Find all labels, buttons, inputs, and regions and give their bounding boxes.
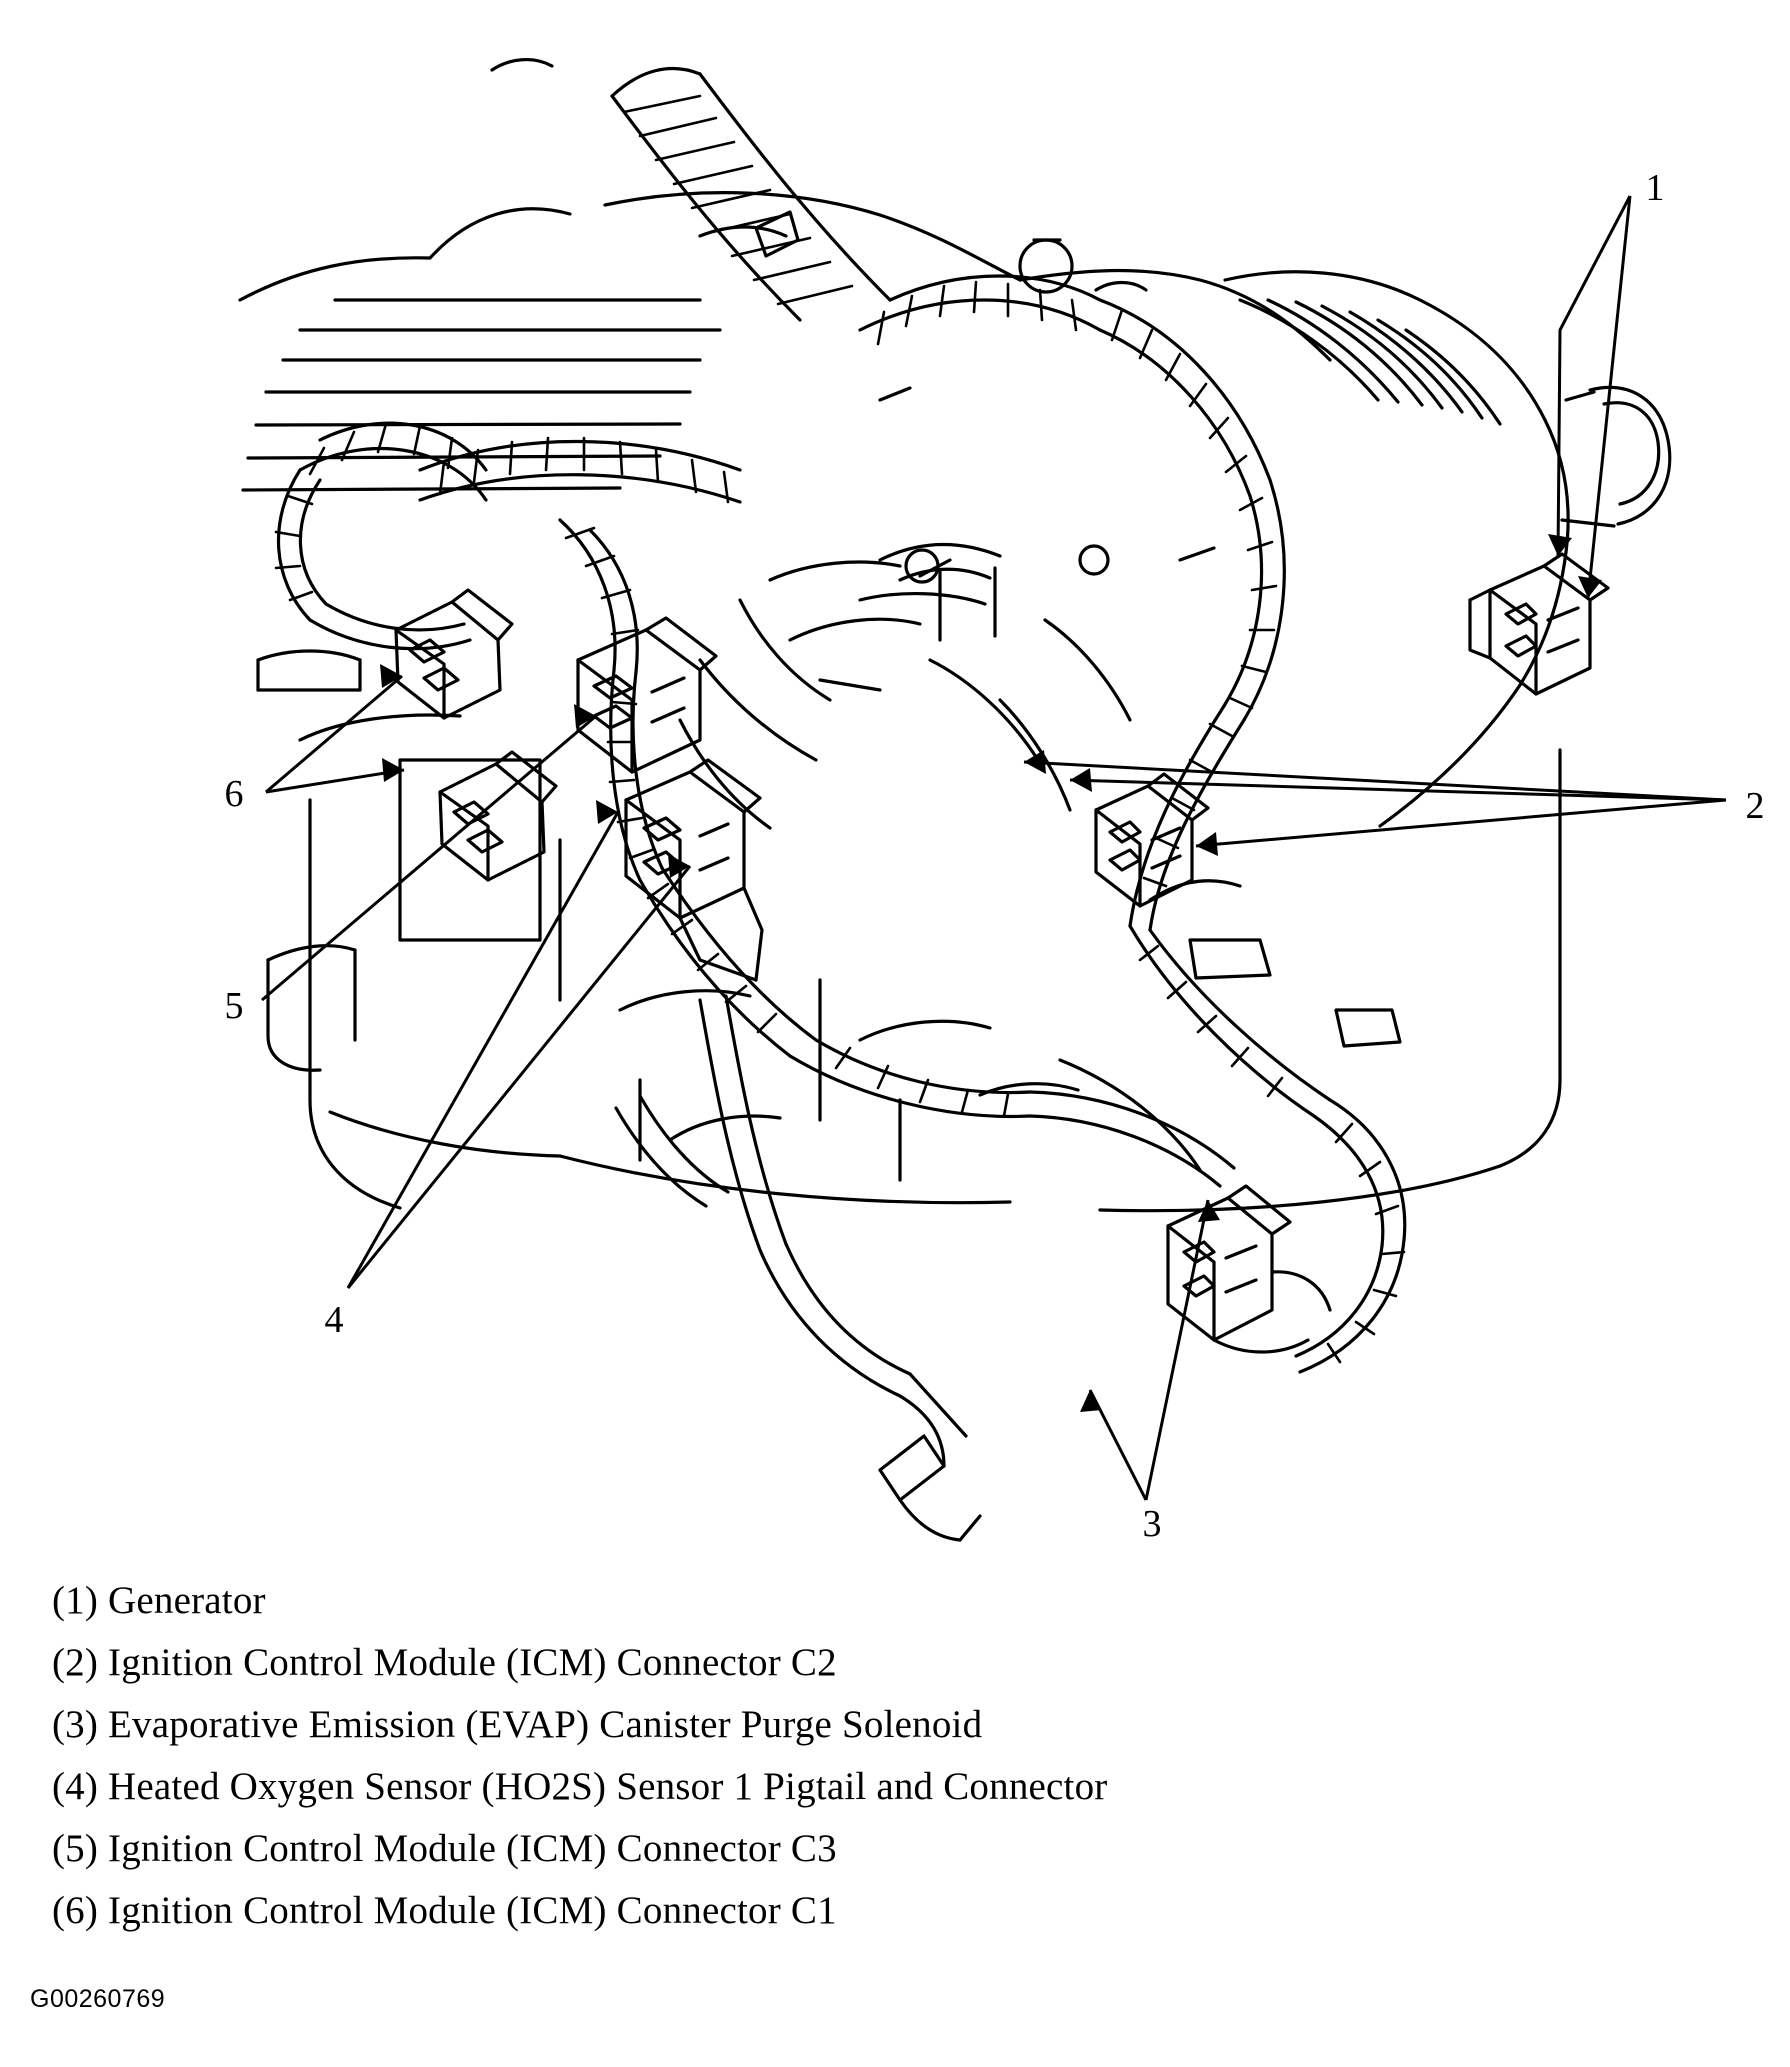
- callout-6: 6: [224, 773, 244, 815]
- callout-4: 4: [324, 1299, 344, 1341]
- list-item: (2) Ignition Control Module (ICM) Connector C2: [52, 1641, 837, 1684]
- callout-3: 3: [1142, 1503, 1162, 1545]
- list-item: (5) Ignition Control Module (ICM) Connector C3: [52, 1827, 837, 1870]
- callout-5: 5: [224, 985, 244, 1027]
- connector-c1-upper: [396, 590, 512, 718]
- diagram-linework: [240, 60, 1670, 1540]
- list-item: (3) Evaporative Emission (EVAP) Canister Purge Solenoid: [52, 1703, 983, 1746]
- list-item: (4) Heated Oxygen Sensor (HO2S) Sensor 1 Pigtail and Connector: [52, 1765, 1108, 1808]
- connector-ho2s: [626, 760, 762, 980]
- legend-list: [52, 1570, 1552, 1942]
- connector-generator: [1470, 554, 1608, 694]
- figure-id-label: G00260769: [30, 1985, 166, 2013]
- list-item: (1) Generator: [52, 1579, 266, 1622]
- connector-c2-center: [1096, 774, 1208, 906]
- callout-arrowheads: [380, 534, 1602, 1412]
- callout-2: 2: [1745, 785, 1765, 827]
- callout-1: 1: [1645, 167, 1665, 209]
- list-item: (6) Ignition Control Module (ICM) Connector C1: [52, 1889, 837, 1932]
